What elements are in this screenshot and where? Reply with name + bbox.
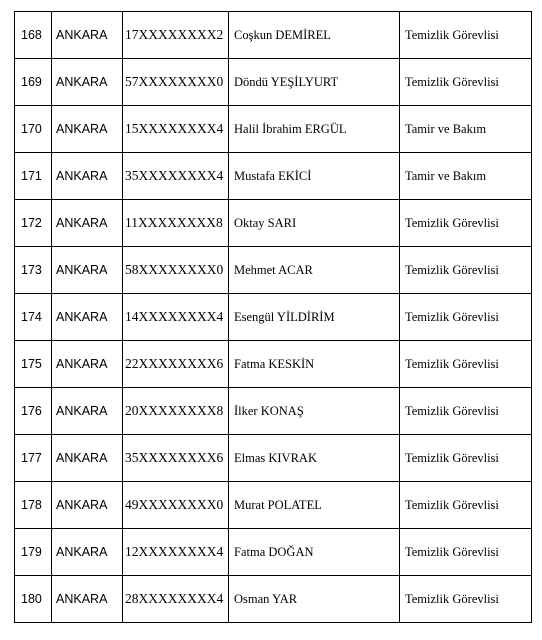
row-number-cell: 169 [15,59,52,106]
job-title-cell: Temizlik Görevlisi [400,482,532,529]
row-number-cell: 168 [15,12,52,59]
masked-id-cell: 20XXXXXXXX8 [123,388,229,435]
masked-id-cell: 28XXXXXXXX4 [123,576,229,623]
full-name-cell: Halil İbrahim ERGÜL [229,106,400,153]
table-row [15,247,532,294]
row-number-cell: 176 [15,388,52,435]
city-cell: ANKARA [52,106,123,153]
city-cell: ANKARA [52,576,123,623]
job-title-cell: Tamir ve Bakım [400,153,532,200]
table-row [15,294,532,341]
personnel-table-body [15,12,532,623]
masked-id-cell: 58XXXXXXXX0 [123,247,229,294]
masked-id-cell: 35XXXXXXXX6 [123,435,229,482]
row-number-cell: 170 [15,106,52,153]
table-row [15,200,532,247]
city-cell: ANKARA [52,59,123,106]
table-row [15,106,532,153]
job-title-cell: Temizlik Görevlisi [400,59,532,106]
full-name-cell: Osman YAR [229,576,400,623]
table-row [15,482,532,529]
job-title-cell: Temizlik Görevlisi [400,247,532,294]
job-title-cell: Temizlik Görevlisi [400,12,532,59]
full-name-cell: Fatma KESKİN [229,341,400,388]
row-number-cell: 172 [15,200,52,247]
city-cell: ANKARA [52,435,123,482]
job-title-cell: Temizlik Görevlisi [400,435,532,482]
full-name-cell: Mehmet ACAR [229,247,400,294]
row-number-cell: 178 [15,482,52,529]
full-name-cell: Esengül YİLDİRİM [229,294,400,341]
job-title-cell: Temizlik Görevlisi [400,576,532,623]
full-name-cell: Murat POLATEL [229,482,400,529]
table-row [15,388,532,435]
row-number-cell: 180 [15,576,52,623]
city-cell: ANKARA [52,12,123,59]
city-cell: ANKARA [52,200,123,247]
full-name-cell: Mustafa EKİCİ [229,153,400,200]
table-row [15,576,532,623]
city-cell: ANKARA [52,294,123,341]
masked-id-cell: 14XXXXXXXX4 [123,294,229,341]
job-title-cell: Temizlik Görevlisi [400,294,532,341]
full-name-cell: Oktay SARI [229,200,400,247]
personnel-table [14,11,532,623]
city-cell: ANKARA [52,341,123,388]
city-cell: ANKARA [52,247,123,294]
masked-id-cell: 35XXXXXXXX4 [123,153,229,200]
city-cell: ANKARA [52,482,123,529]
table-row [15,59,532,106]
table-row [15,12,532,59]
row-number-cell: 171 [15,153,52,200]
table-row [15,435,532,482]
job-title-cell: Temizlik Görevlisi [400,200,532,247]
job-title-cell: Tamir ve Bakım [400,106,532,153]
city-cell: ANKARA [52,529,123,576]
full-name-cell: İlker KONAŞ [229,388,400,435]
row-number-cell: 174 [15,294,52,341]
masked-id-cell: 17XXXXXXXX2 [123,12,229,59]
job-title-cell: Temizlik Görevlisi [400,341,532,388]
masked-id-cell: 49XXXXXXXX0 [123,482,229,529]
masked-id-cell: 22XXXXXXXX6 [123,341,229,388]
row-number-cell: 177 [15,435,52,482]
full-name-cell: Elmas KIVRAK [229,435,400,482]
table-row [15,341,532,388]
masked-id-cell: 15XXXXXXXX4 [123,106,229,153]
masked-id-cell: 12XXXXXXXX4 [123,529,229,576]
masked-id-cell: 11XXXXXXXX8 [123,200,229,247]
full-name-cell: Döndü YEŞİLYURT [229,59,400,106]
row-number-cell: 173 [15,247,52,294]
table-row [15,153,532,200]
city-cell: ANKARA [52,153,123,200]
row-number-cell: 179 [15,529,52,576]
table-row [15,529,532,576]
full-name-cell: Fatma DOĞAN [229,529,400,576]
masked-id-cell: 57XXXXXXXX0 [123,59,229,106]
job-title-cell: Temizlik Görevlisi [400,388,532,435]
row-number-cell: 175 [15,341,52,388]
full-name-cell: Coşkun DEMİREL [229,12,400,59]
city-cell: ANKARA [52,388,123,435]
job-title-cell: Temizlik Görevlisi [400,529,532,576]
